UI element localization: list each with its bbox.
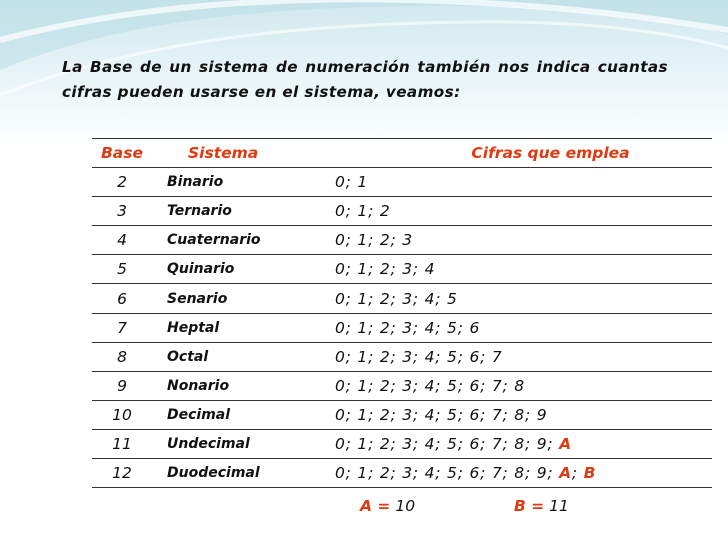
- table-header-row: [92, 139, 712, 168]
- intro-paragraph: La Base de un sistema de numeración también nos indica cuantas cifras pueden usarse en el sistema, veamos:: [62, 58, 668, 101]
- row-cifras: 0; 1; 2; 3; 4; 5; 6; 7: [331, 342, 712, 371]
- table-row: [92, 342, 712, 371]
- legend-a-value: 10: [395, 497, 416, 515]
- row-sistema: Heptal: [152, 313, 331, 342]
- row-base: 5: [92, 255, 152, 284]
- row-cifras: 0; 1; 2; 3; 4; 5; 6; 7; 8; 9;: [335, 434, 554, 453]
- row-base: 2: [92, 168, 152, 197]
- table-row: [92, 197, 712, 226]
- row-cifras: 0; 1; 2; 3; 4: [331, 255, 712, 284]
- legend-a: [360, 497, 415, 515]
- header-cifras: Cifras que emplea: [331, 139, 712, 168]
- legend-b-label: B =: [514, 497, 545, 515]
- row-cifras-cell: 0; 1; 2; 3; 4; 5; 6; 7; 8; 9; A; B: [331, 459, 712, 488]
- row-base: 8: [92, 342, 152, 371]
- row-cifras: 0; 1; 2; 3: [331, 226, 712, 255]
- digit-a: A: [559, 434, 572, 453]
- row-sistema: Senario: [152, 284, 331, 313]
- row-base: 9: [92, 371, 152, 400]
- table-row: [92, 226, 712, 255]
- row-sistema: Duodecimal: [152, 459, 331, 488]
- table-row: [92, 168, 712, 197]
- row-base: 10: [92, 400, 152, 429]
- table-row: [92, 313, 712, 342]
- legend-a-label: A =: [360, 497, 391, 515]
- row-base: 11: [92, 429, 152, 458]
- row-sistema: Binario: [152, 168, 331, 197]
- row-cifras: 0; 1; 2; 3; 4; 5; 6; 7; 8: [331, 371, 712, 400]
- row-sistema: Quinario: [152, 255, 331, 284]
- table-row: [92, 284, 712, 313]
- table-row: [92, 255, 712, 284]
- row-cifras: 0; 1; 2; 3; 4; 5: [331, 284, 712, 313]
- row-cifras-cell: [331, 429, 712, 458]
- row-cifras: 0; 1; 2: [331, 197, 712, 226]
- row-sistema: Undecimal: [152, 429, 331, 458]
- row-sistema: Ternario: [152, 197, 331, 226]
- header-base: Base: [92, 139, 152, 168]
- row-base: 3: [92, 197, 152, 226]
- row-sistema: Nonario: [152, 371, 331, 400]
- row-base: 6: [92, 284, 152, 313]
- row-sistema: Octal: [152, 342, 331, 371]
- row-sistema: Cuaternario: [152, 226, 331, 255]
- digit-b: B: [583, 464, 597, 483]
- table-row: [92, 429, 712, 458]
- row-cifras: 0; 1; 2; 3; 4; 5; 6: [331, 313, 712, 342]
- row-base: 7: [92, 313, 152, 342]
- table-row: [92, 371, 712, 400]
- row-cifras: 0; 1: [331, 168, 712, 197]
- header-sistema: Sistema: [152, 139, 331, 168]
- digit-a: A: [559, 464, 572, 483]
- row-cifras: 0; 1; 2; 3; 4; 5; 6; 7; 8; 9: [331, 400, 712, 429]
- numeral-systems-table: [92, 138, 712, 488]
- row-base: 12: [92, 459, 152, 488]
- row-base: 4: [92, 226, 152, 255]
- table-row: [92, 400, 712, 429]
- legend-b: [514, 497, 569, 515]
- row-sistema: Decimal: [152, 400, 331, 429]
- legend-b-value: 11: [549, 497, 569, 515]
- row-cifras: 0; 1; 2; 3; 4; 5; 6; 7; 8; 9;: [335, 464, 554, 483]
- table-row: [92, 459, 712, 488]
